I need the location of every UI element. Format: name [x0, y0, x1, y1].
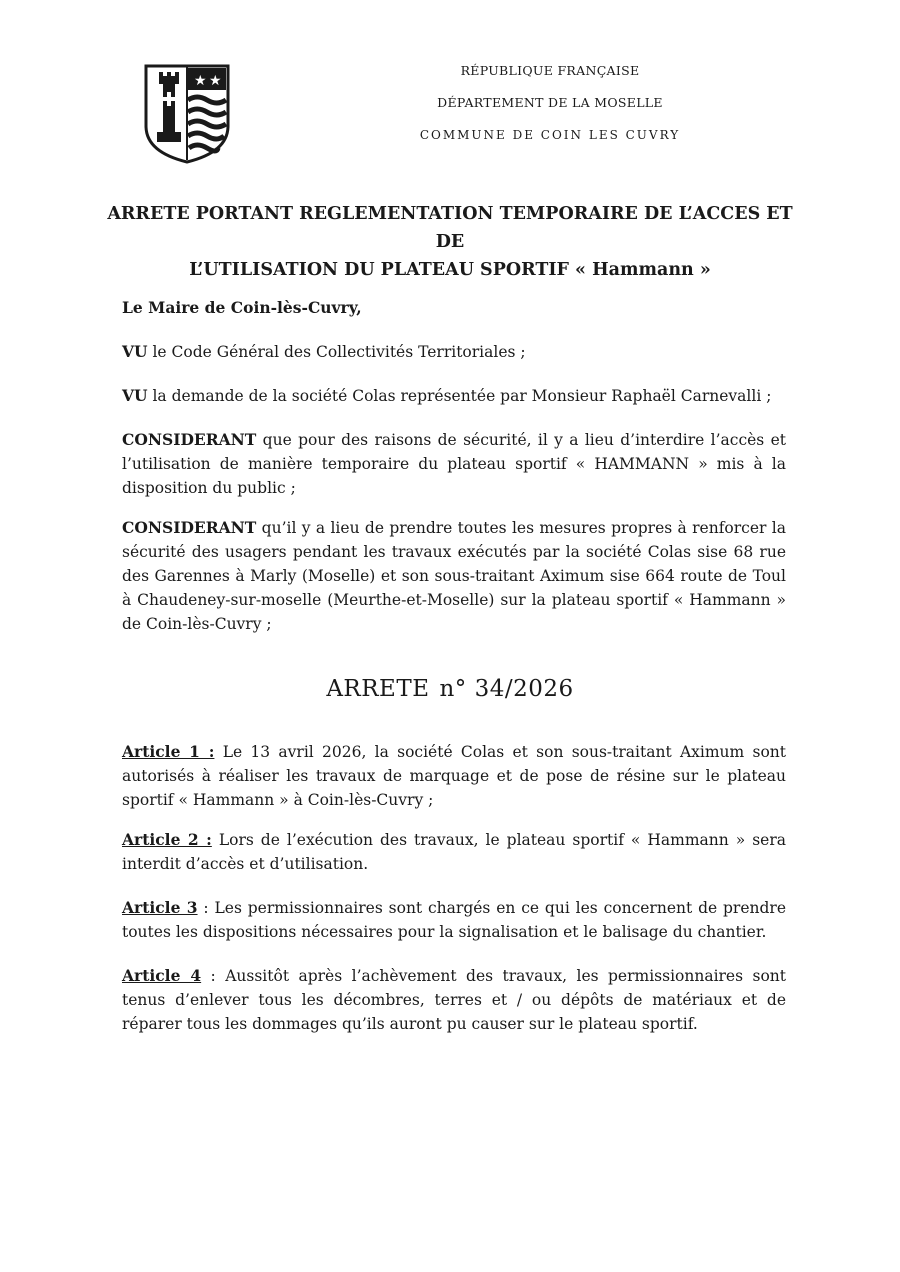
article-4-paragraph: [122, 964, 786, 1036]
maire-text: Le Maire de Coin-lès-Cuvry,: [122, 298, 362, 317]
vu-label: VU: [122, 342, 148, 361]
article-1-paragraph: [122, 740, 786, 812]
considerant-2-paragraph: [122, 516, 786, 636]
considerant-label: CONSIDERANT: [122, 430, 257, 449]
svg-text:★: ★: [194, 73, 207, 89]
coat-of-arms-logo: [142, 62, 232, 164]
commune-line: COMMUNE DE COIN LES CUVRY: [419, 128, 681, 142]
title-line-1: ARRETE PORTANT REGLEMENTATION TEMPORAIRE DE L’ACCES ET DE: [107, 204, 793, 252]
vu-demande-paragraph: [122, 384, 786, 408]
article-3-paragraph: [122, 896, 786, 944]
maire-line: [122, 296, 786, 320]
article-2-paragraph: [122, 828, 786, 876]
article-2-text: Lors de l’exécution des travaux, le plateau sportif « Hammann » sera interdit d’accès et d’utilisation.: [122, 831, 786, 873]
vu-label: VU: [122, 386, 148, 405]
vu-code-text: le Code Général des Collectivités Territoriales ;: [147, 343, 526, 361]
title-line-2: L’UTILISATION DU PLATEAU SPORTIF « Hammann »: [189, 260, 711, 280]
considerant-2-text: qu’il y a lieu de prendre toutes les mesures propres à renforcer la sécurité des usagers pendant les travaux exécutés par la société Colas sise 68 rue des Garennes à Marly (Moselle) et son sous-traitant Aximum sise 664 route de Toul à Chaudeney-sur-moselle (Meurthe-et-Moselle) sur la plateau sportif « Hammann » de Coin-lès-Cuvry ;: [122, 519, 786, 633]
considerant-1-text: que pour des raisons de sécurité, il y a lieu d’interdire l’accès et l’utilisation de manière temporaire du plateau sportif « HAMMANN » mis à la disposition du public ;: [122, 431, 786, 497]
vu-code-paragraph: [122, 340, 786, 364]
considerant-label: CONSIDERANT: [122, 518, 257, 537]
arrete-number-heading: [100, 676, 800, 702]
considerant-1-paragraph: [122, 428, 786, 500]
article-3-label: Article 3: [122, 898, 198, 917]
article-1-text: Le 13 avril 2026, la société Colas et son sous-traitant Aximum sont autorisés à réaliser les travaux de marquage et de pose de résine sur le plateau sportif « Hammann » à Coin-lès-Cuvry ;: [122, 743, 786, 809]
document-title: [100, 200, 800, 284]
department-line: DÉPARTEMENT DE LA MOSELLE: [437, 95, 663, 110]
republic-line: RÉPUBLIQUE FRANÇAISE: [460, 63, 640, 78]
article-4-label: Article 4: [122, 966, 202, 985]
article-4-text: : Aussitôt après l’achèvement des travaux, les permissionnaires sont tenus d’enlever tous les décombres, terres et / ou dépôts de matériaux et de réparer tous les dommages qu’ils auront pu causer sur le plateau sportif.: [122, 967, 786, 1033]
svg-text:★: ★: [209, 73, 222, 89]
article-3-text: : Les permissionnaires sont chargés en ce qui les concernent de prendre toutes les dispositions nécessaires pour la signalisation et le balisage du chantier.: [122, 899, 787, 941]
article-1-label: Article 1 :: [122, 742, 215, 761]
article-2-label: Article 2 :: [122, 830, 212, 849]
document-header: [400, 60, 700, 156]
vu-demande-text: la demande de la société Colas représentée par Monsieur Raphaël Carnevalli ;: [147, 387, 772, 405]
arrete-label: ARRETE: [326, 676, 430, 702]
arrete-number: n° 34/2026: [439, 676, 574, 702]
